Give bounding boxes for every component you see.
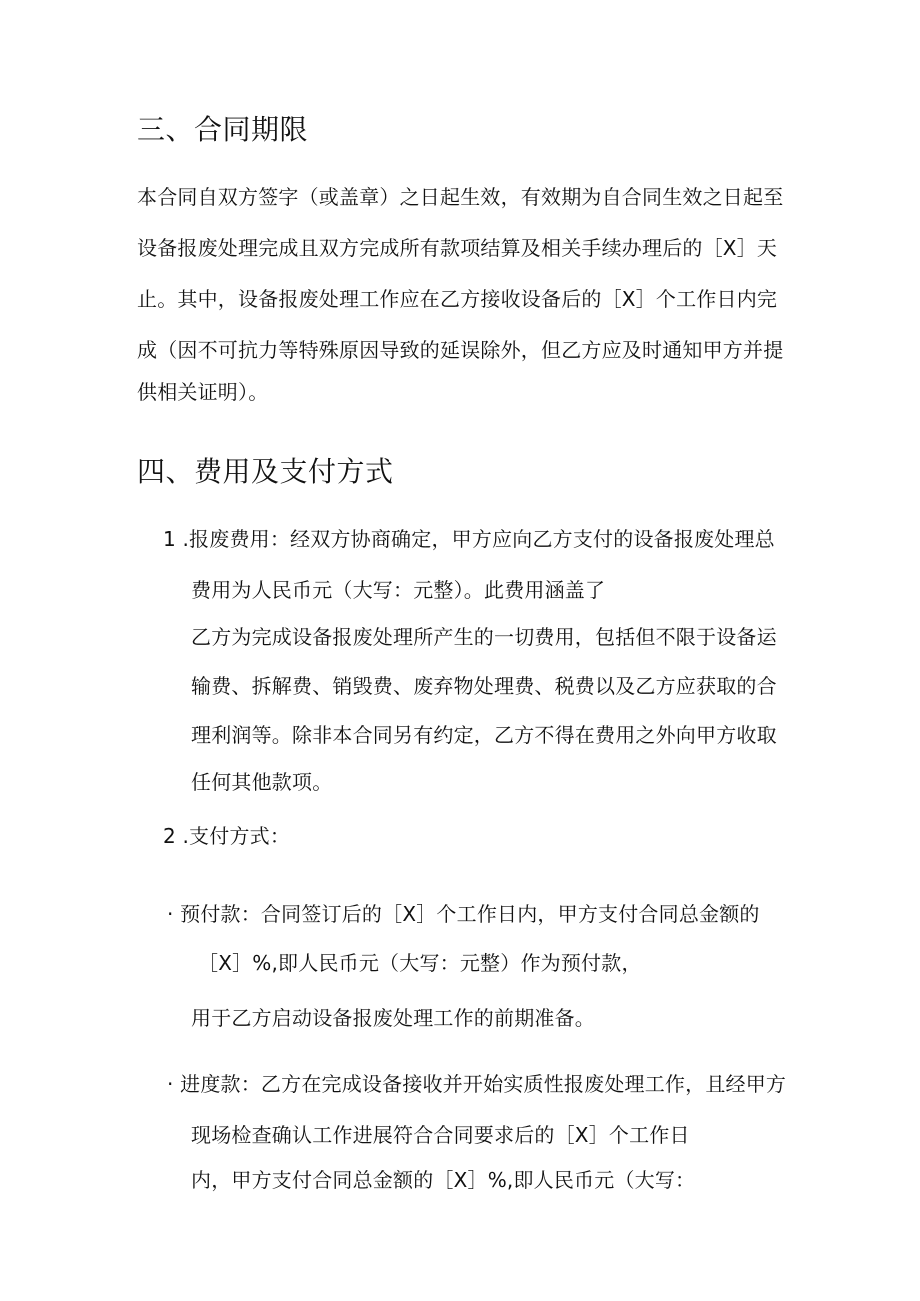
- section-4-heading: 四、费用及支付方式: [137, 455, 394, 488]
- prepayment-line-1: · 预付款：合同签订后的［X］个工作日内，甲方支付合同总金额的: [167, 902, 760, 926]
- section-3-line-3: 止。其中，设备报废处理工作应在乙方接收设备后的［X］个工作日内完: [137, 287, 778, 311]
- item-1-line-2: 费用为人民币元（大写：元整）。此费用涵盖了: [191, 578, 606, 602]
- section-3-line-5: 供相关证明）。: [137, 380, 269, 404]
- section-3-line-1: 本合同自双方签字（或盖章）之日起生效，有效期为自合同生效之日起至: [137, 185, 784, 209]
- prepayment-line-2: ［X］%,即人民币元（大写：元整）作为预付款，: [198, 951, 642, 975]
- progress-line-1: · 进度款：乙方在完成设备接收并开始实质性报废处理工作，且经甲方: [167, 1072, 787, 1096]
- section-3-heading: 三、合同期限: [137, 113, 309, 146]
- item-2-label: 2 .支付方式：: [163, 824, 291, 848]
- progress-line-2: 现场检查确认工作进展符合合同要求后的［X］个工作日: [191, 1123, 690, 1147]
- section-3-line-4: 成（因不可抗力等特殊原因导致的延误除外，但乙方应及时通知甲方并提: [137, 338, 784, 362]
- section-3-line-2: 设备报废处理完成且双方完成所有款项结算及相关手续办理后的［X］天: [137, 236, 778, 260]
- prepayment-line-3: 用于乙方启动设备报废处理工作的前期准备。: [191, 1006, 595, 1030]
- item-1-line-5: 理利润等。除非本合同另有约定，乙方不得在费用之外向甲方收取: [191, 723, 777, 747]
- progress-line-3: 内，甲方支付合同总金额的［X］%,即人民币元（大写：: [191, 1168, 696, 1192]
- item-1-line-3: 乙方为完成设备报废处理所产生的一切费用，包括但不限于设备运: [191, 625, 777, 649]
- item-1-line-4: 输费、拆解费、销毁费、废弃物处理费、税费以及乙方应获取的合: [191, 674, 777, 698]
- item-1-line-1: 1 .报废费用：经双方协商确定，甲方应向乙方支付的设备报废处理总: [163, 527, 775, 551]
- item-1-line-6: 任何其他款项。: [191, 770, 333, 794]
